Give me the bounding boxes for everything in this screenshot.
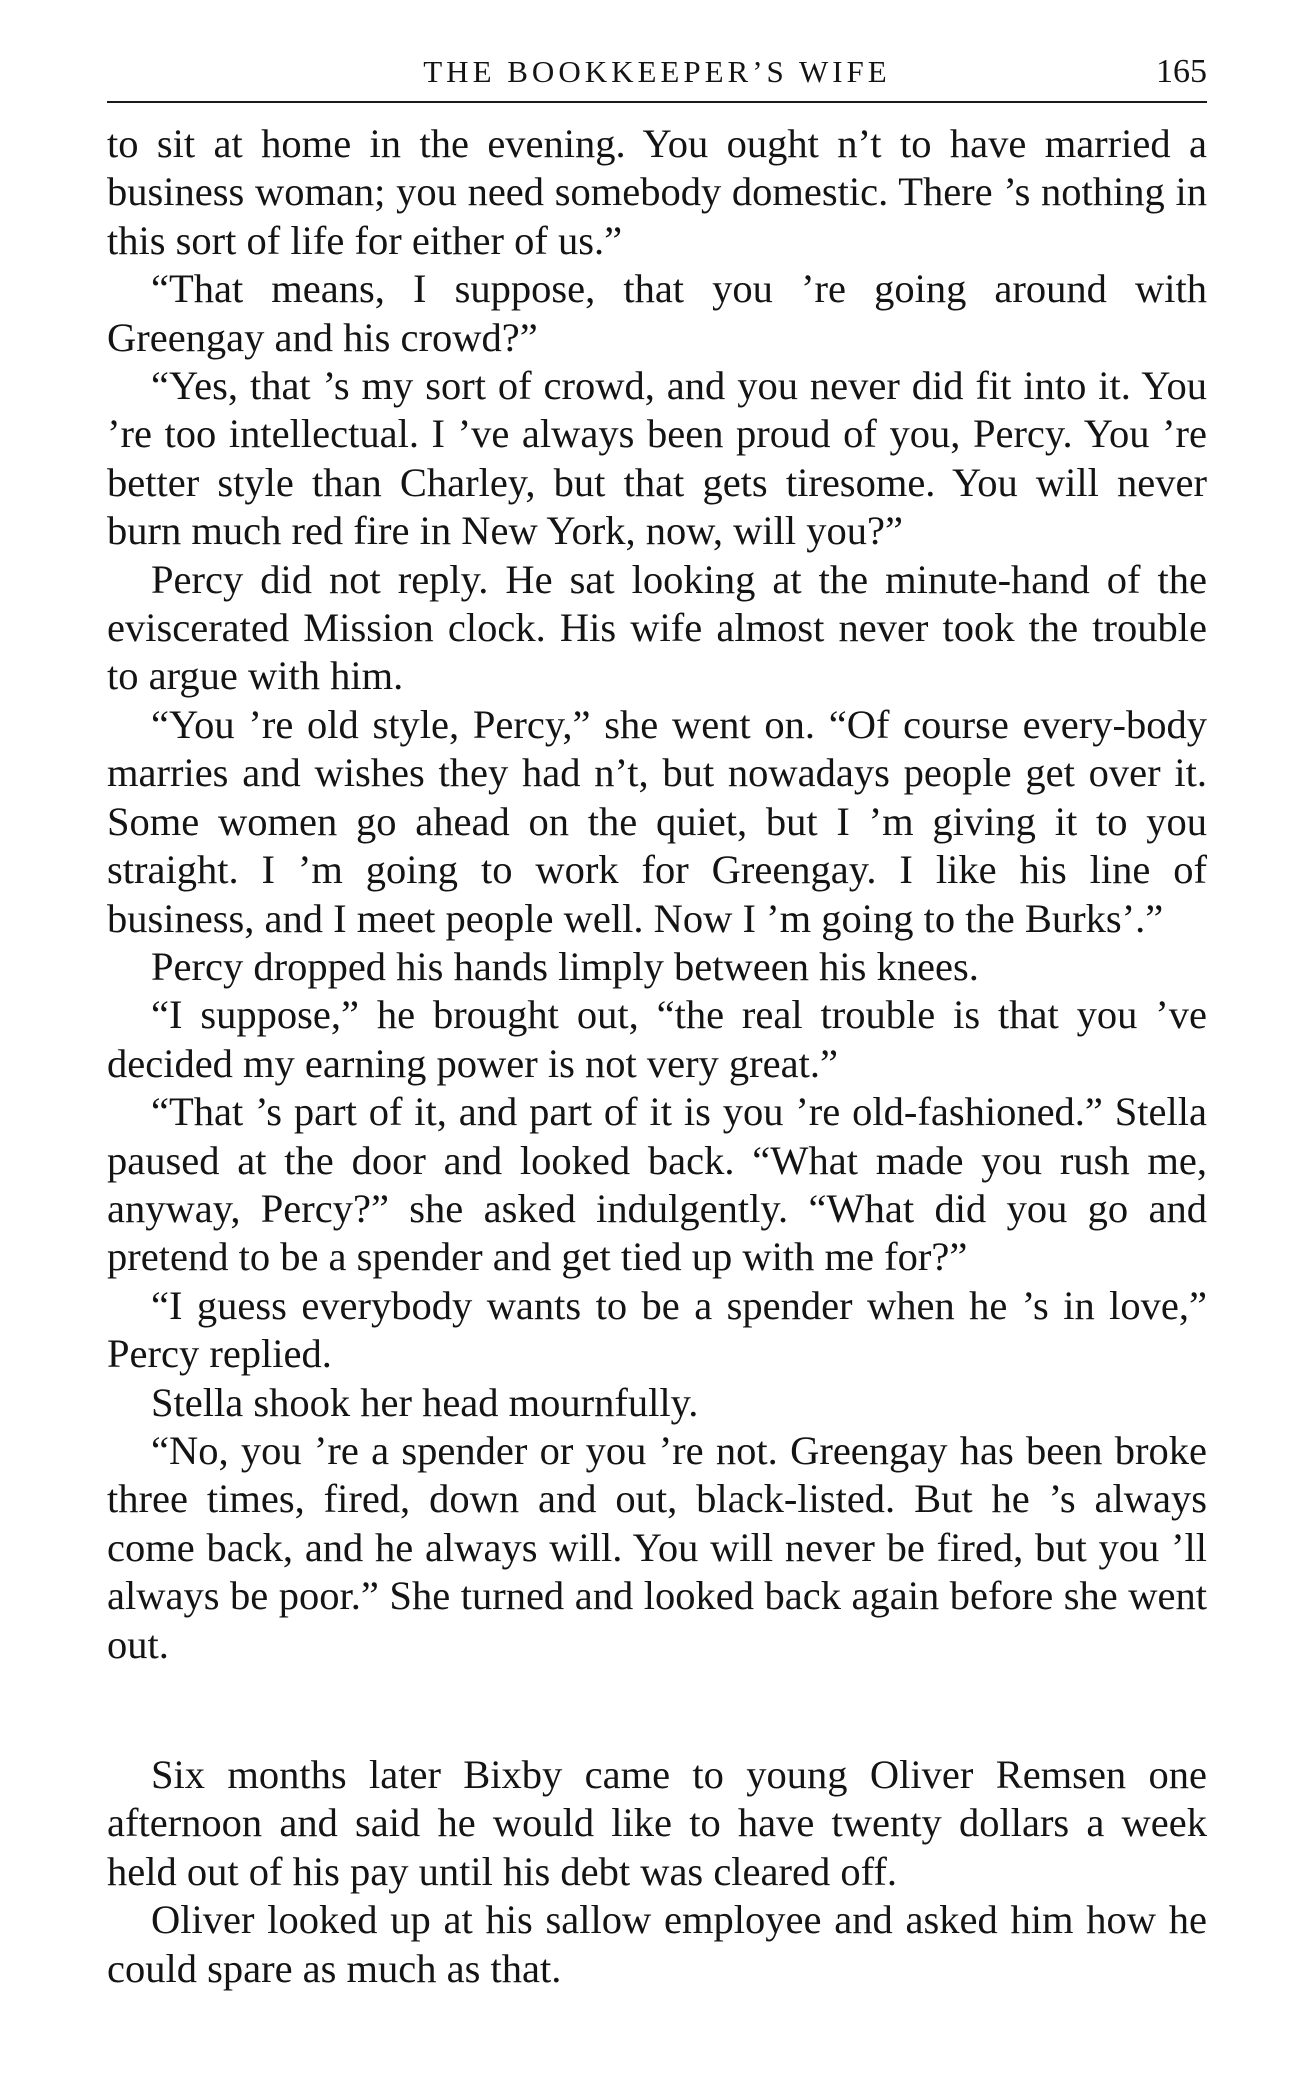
paragraph: Oliver looked up at his sallow employee and asked him how he could spare as much as that. — [107, 1897, 1207, 1991]
page-number: 165 — [1156, 53, 1207, 90]
body-text — [107, 120, 1207, 1993]
section-start-paragraph: Six months later Bixby came to young Oliver Remsen one afternoon and said he would like to have twenty dollars a week held out of his pay until his debt was cleared off. — [107, 1752, 1207, 1894]
paragraph: “That ’s part of it, and part of it is you ’re old-fashioned.” Stella paused at the door and looked back. “What made you rush me, anyway, Percy?” she asked indulgently. “What did you go and pretend to be a spender and get tied up with me for?” — [107, 1089, 1207, 1280]
paragraph: Percy did not reply. He sat looking at the minute-hand of the eviscerated Mission clock. His wife almost never took the trouble to argue with him. — [107, 556, 1207, 699]
paragraph: “That means, I suppose, that you ’re going around with Greengay and his crowd?” — [107, 266, 1207, 360]
paragraph: Stella shook her head mournfully. — [151, 1379, 699, 1425]
running-head-title: THE BOOKKEEPER’S WIFE — [423, 54, 891, 89]
paragraph: “I suppose,” he brought out, “the real trouble is that you ’ve decided my earning power is not very great.” — [107, 992, 1207, 1086]
paragraph: “You ’re old style, Percy,” she went on. “Of course every-body marries and wishes they had n’t, but nowadays people get over it. Some women go ahead on the quiet, but I ’m giving it to you straight. I ’m going to work for Greengay. I like his line of business, and I meet people well. Now I ’m going to the Burks’.” — [107, 701, 1207, 941]
paragraph: “No, you ’re a spender or you ’re not. Greengay has been broke three times, fired, down and out, black-listed. But he ’s always come back, and he always will. You will never be fired, but you ’ll always be poor.” She turned and looked back again before she went out. — [107, 1427, 1207, 1667]
paragraph: Percy dropped his hands limply between his knees. — [151, 943, 979, 989]
paragraph: to sit at home in the evening. You ought n’t to have married a business woman; you need somebody domestic. There ’s nothing in this sort of life for either of us.” — [107, 121, 1207, 263]
header-rule — [107, 101, 1207, 103]
paragraph: “Yes, that ’s my sort of crowd, and you never did fit into it. You ’re too intellectual. I ’ve always been proud of you, Percy. You ’re better style than Charley, but that gets tiresome. You will never burn much red fire in New York, now, will you?” — [107, 363, 1207, 554]
running-head — [107, 48, 1207, 100]
paragraph: “I guess everybody wants to be a spender when he ’s in love,” Percy replied. — [107, 1282, 1207, 1377]
